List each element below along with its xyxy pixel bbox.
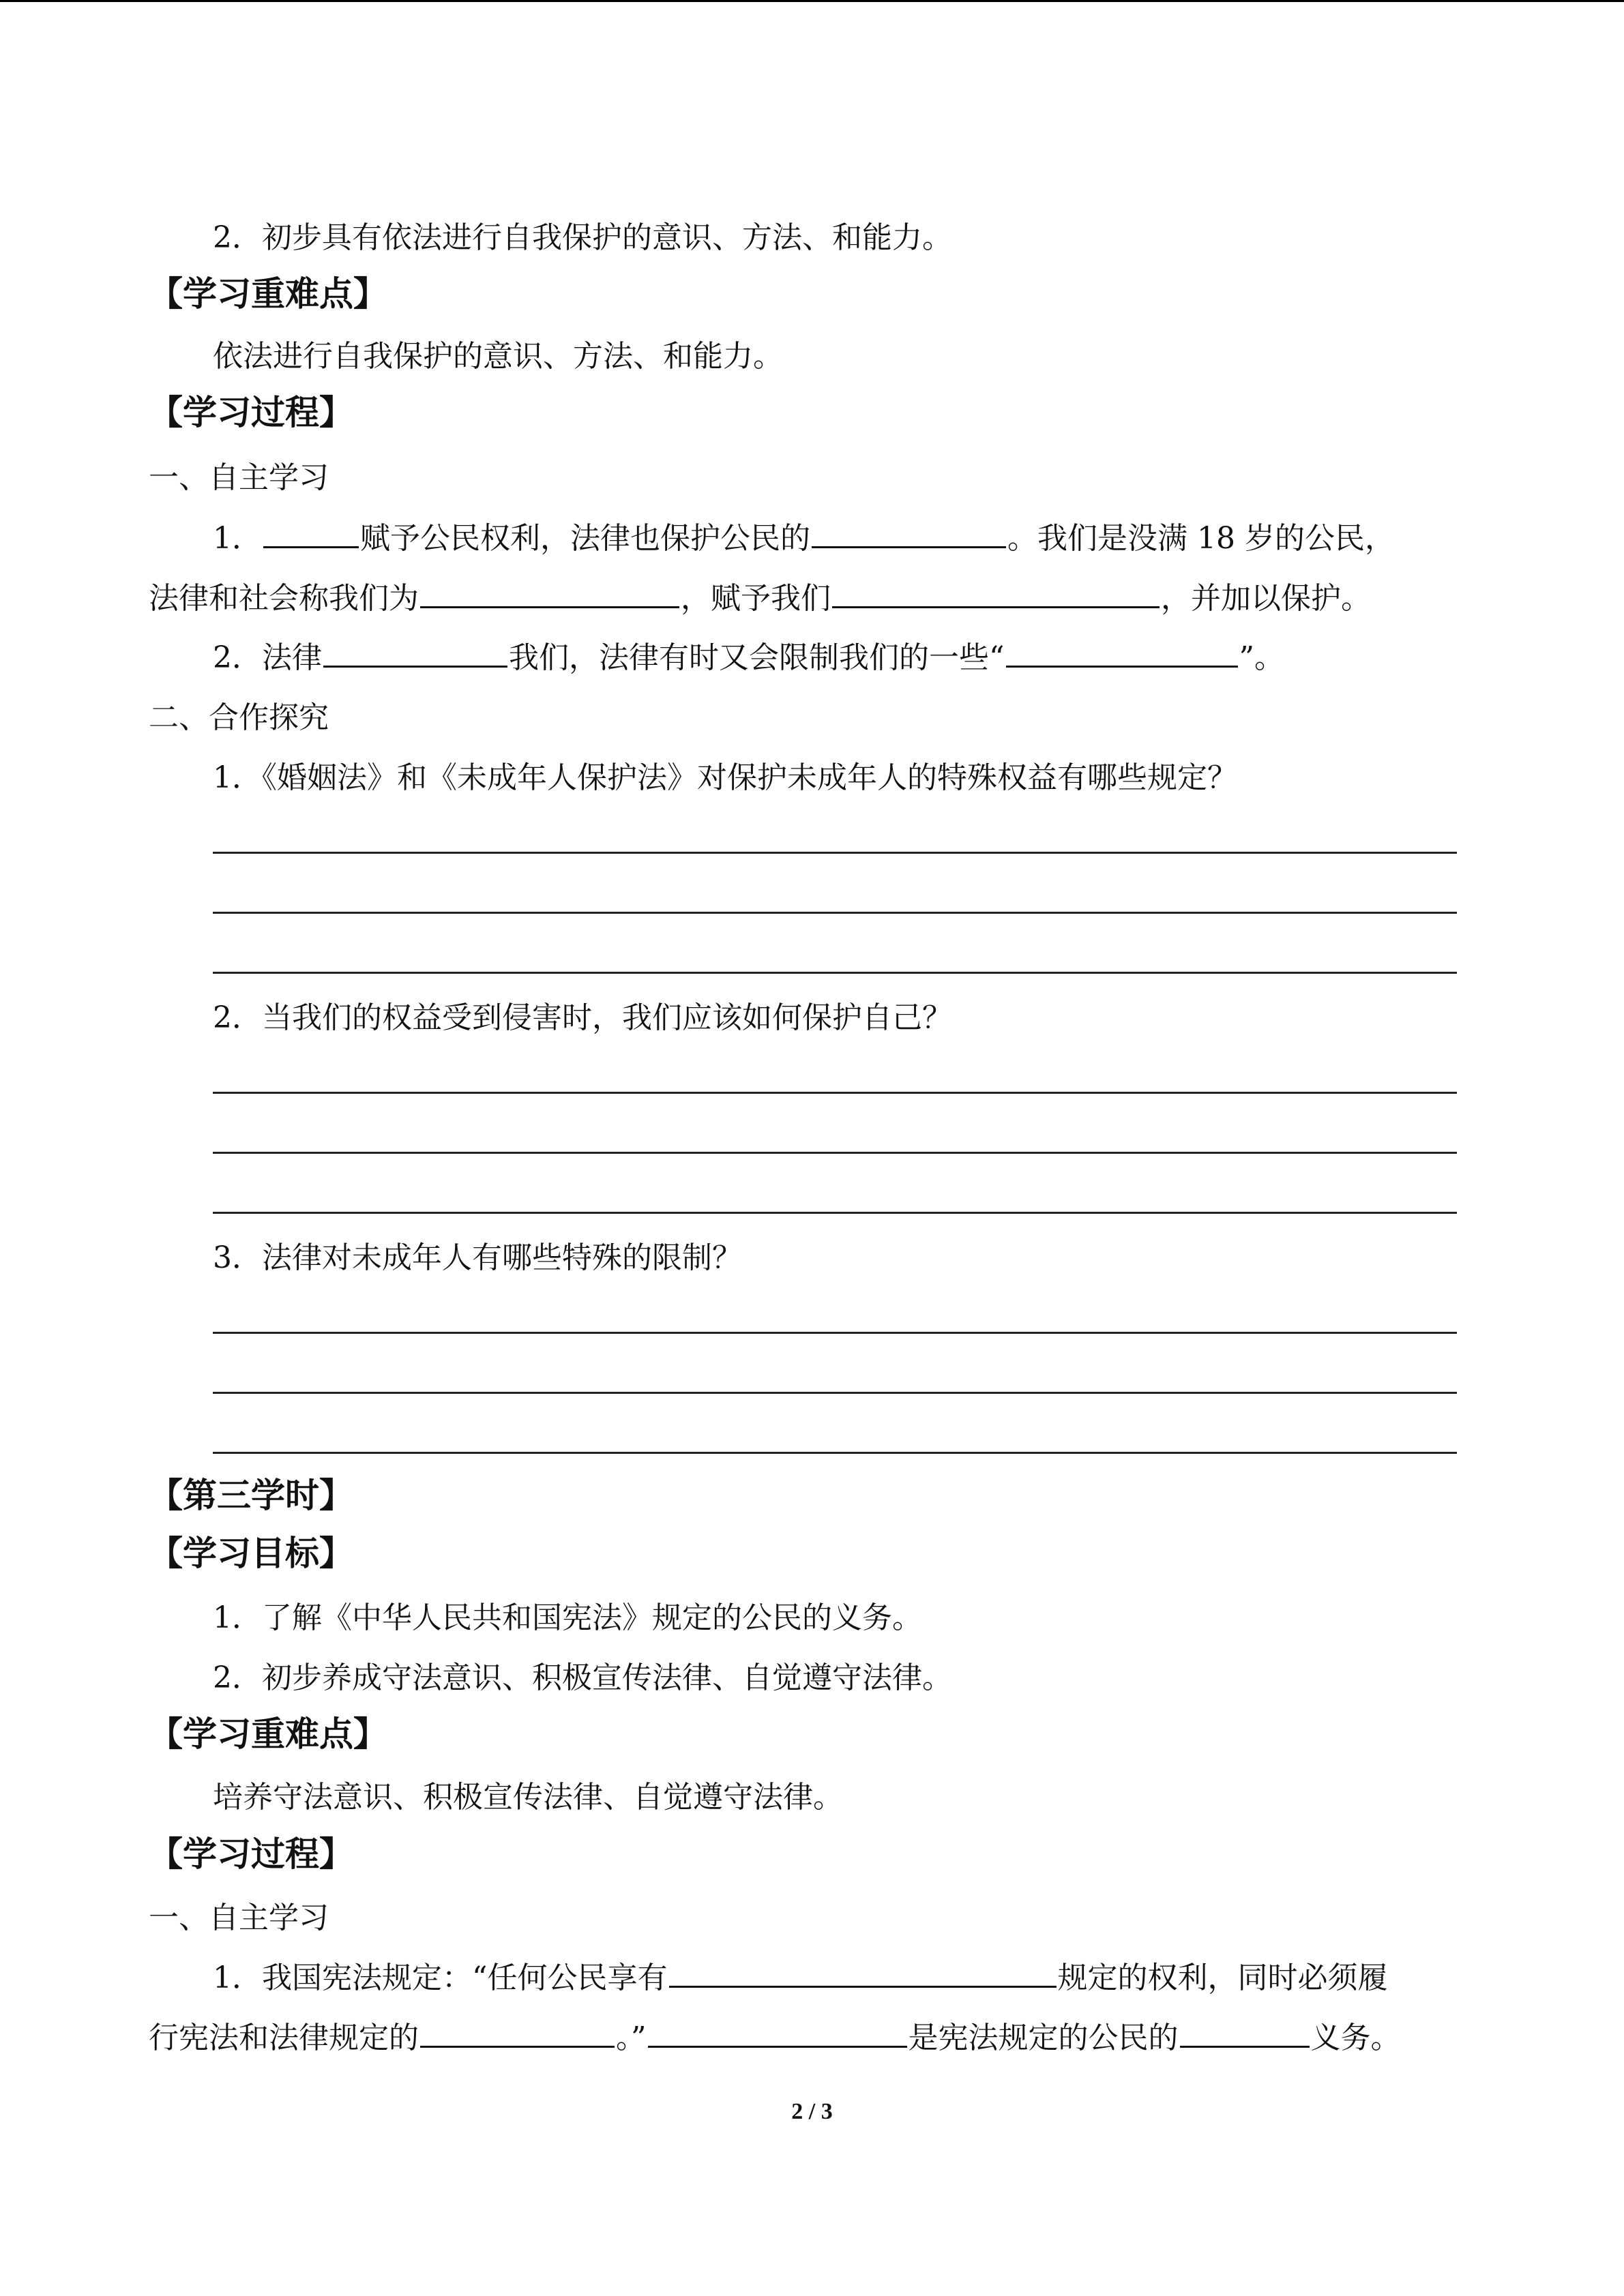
q1-text-5: ，并加以保护。 [1161, 581, 1371, 616]
q1-text-4: ，赋予我们 [681, 581, 831, 616]
s3q1-text-6: 义务。 [1310, 2021, 1401, 2055]
s3q1-blank-2[interactable] [420, 2018, 615, 2048]
section3-goal-2: 2．初步养成守法意识、积极宣传法律、自觉遵守法律。 [213, 1660, 952, 1695]
answer-line[interactable] [213, 852, 1457, 854]
section2-goal-2: 2．初步具有依法进行自我保护的意识、方法、和能力。 [213, 220, 952, 255]
s3q1-text-3: 行宪法和法律规定的 [149, 2021, 419, 2055]
q1-blank-1[interactable] [263, 519, 359, 548]
section3-goal-1: 1．了解《中华人民共和国宪法》规定的公民的义务。 [213, 1600, 922, 1635]
q2-blank-1[interactable] [323, 638, 507, 668]
section3-goals-heading: 【学习目标】 [149, 1534, 353, 1573]
q1-text-2: 。我们是没满 18 岁的公民， [1007, 521, 1395, 556]
s3q1-text-2: 规定的权利，同时必须履 [1057, 1960, 1388, 1995]
q1-number: 1． [213, 521, 262, 556]
answer-line[interactable] [213, 1332, 1457, 1334]
section3-key-points-heading: 【学习重难点】 [149, 1714, 387, 1754]
answer-line[interactable] [213, 1152, 1457, 1154]
q2-blank-2[interactable] [1006, 638, 1238, 668]
answer-line[interactable] [213, 1092, 1457, 1094]
answer-line[interactable] [213, 1392, 1457, 1394]
q1-text-3: 法律和社会称我们为 [149, 581, 419, 616]
answer-line[interactable] [213, 1452, 1457, 1454]
q2-text-3: ”。 [1239, 640, 1284, 675]
s3q1-text-5: 是宪法规定的公民的 [908, 2021, 1179, 2055]
q1-blank-3[interactable] [420, 579, 679, 608]
section2-cooperation-label: 二、合作探究 [149, 700, 329, 735]
section3-process-heading: 【学习过程】 [149, 1834, 353, 1874]
page-number: 2 / 3 [791, 2099, 833, 2124]
q2-text-1: 2．法律 [213, 640, 322, 675]
cooperation-question-2: 2．当我们的权益受到侵害时，我们应该如何保护自己？ [213, 1000, 952, 1035]
q1-blank-2[interactable] [812, 519, 1006, 548]
cooperation-question-3: 3．法律对未成年人有哪些特殊的限制？ [213, 1240, 742, 1275]
section2-key-points-heading: 【学习重难点】 [149, 274, 387, 314]
fill-question-2 [213, 638, 1284, 679]
s3q1-text-4: 。” [616, 2021, 647, 2055]
s3q1-blank-3[interactable] [648, 2018, 907, 2048]
s3q1-blank-4[interactable] [1180, 2018, 1310, 2048]
fill-question-1-line-2 [149, 578, 1371, 619]
section3-key-points-text: 培养守法意识、积极宣传法律、自觉遵守法律。 [213, 1780, 843, 1815]
answer-line[interactable] [213, 912, 1457, 914]
answer-line[interactable] [213, 1212, 1457, 1214]
section3-question-1-line-1 [213, 1958, 1388, 1999]
section3-heading: 【第三学时】 [149, 1476, 353, 1515]
fill-question-1-line-1 [213, 518, 1395, 559]
q2-text-2: 我们，法律有时又会限制我们的一些“ [509, 640, 1005, 675]
section2-key-points-text: 依法进行自我保护的意识、方法、和能力。 [213, 339, 783, 374]
section2-process-heading: 【学习过程】 [149, 393, 353, 432]
s3q1-text-1: 1．我国宪法规定：“任何公民享有 [213, 1960, 668, 1995]
answer-line[interactable] [213, 972, 1457, 974]
section2-self-study-label: 一、自主学习 [149, 460, 329, 495]
q1-text-1: 赋予公民权利，法律也保护公民的 [360, 521, 810, 556]
section3-question-1-line-2 [149, 2018, 1401, 2059]
section3-self-study-label: 一、自主学习 [149, 1900, 329, 1935]
q1-blank-4[interactable] [832, 579, 1160, 608]
cooperation-question-1: 1．《婚姻法》和《未成年人保护法》对保护未成年人的特殊权益有哪些规定？ [213, 760, 1237, 795]
s3q1-blank-1[interactable] [669, 1958, 1057, 1988]
